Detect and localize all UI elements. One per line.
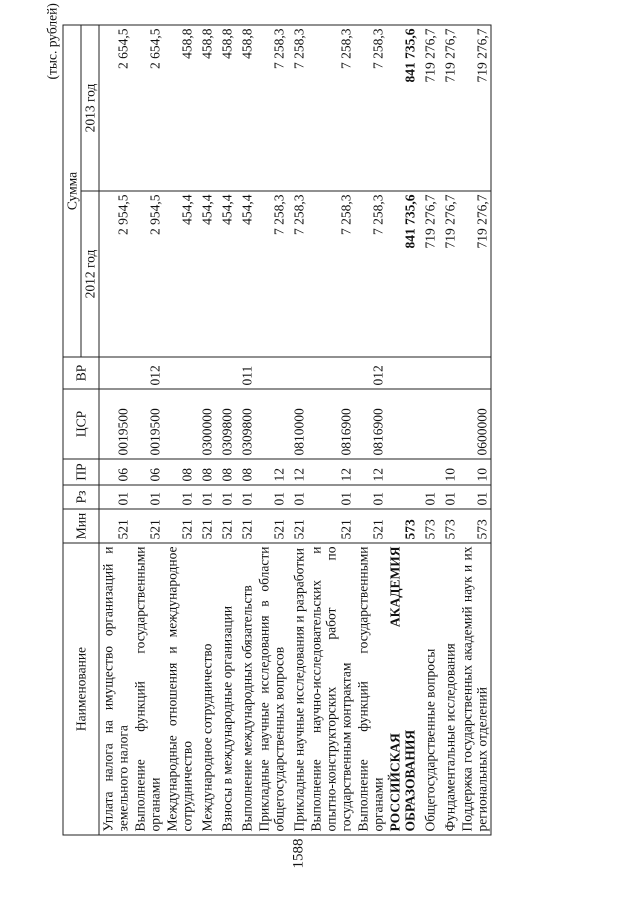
row-vr (438, 357, 458, 389)
row-pr: 10 (438, 459, 458, 485)
row-csr: 0019500 (99, 389, 132, 459)
row-vr: 011 (235, 357, 255, 389)
row-pr: 12 (354, 459, 386, 485)
row-csr: 0810000 (287, 389, 307, 459)
row-rz: 01 (195, 485, 215, 509)
row-rz: 01 (287, 485, 307, 509)
header-pr: ПР (63, 459, 99, 485)
row-sum-2012: 454,4 (235, 191, 255, 357)
row-pr: 06 (131, 459, 163, 485)
table-row (287, 24, 307, 834)
header-sum: Сумма (63, 24, 81, 356)
row-name: Выполнение функций государственными органами (131, 543, 163, 835)
row-vr (195, 357, 215, 389)
row-pr: 08 (195, 459, 215, 485)
row-min: 521 (255, 509, 287, 543)
row-sum-2012: 7 258,3 (354, 191, 386, 357)
row-vr (418, 357, 438, 389)
row-pr: 08 (215, 459, 235, 485)
row-sum-2013: 2 654,5 (99, 24, 132, 190)
row-min: 521 (307, 509, 354, 543)
row-rz: 01 (354, 485, 386, 509)
row-min: 573 (458, 509, 491, 543)
row-sum-2013: 2 654,5 (131, 24, 163, 190)
row-sum-2012: 841 735,6 (386, 191, 418, 357)
table-row (163, 24, 195, 834)
row-sum-2013: 458,8 (163, 24, 195, 190)
row-csr: 0600000 (458, 389, 491, 459)
row-csr: 0309800 (215, 389, 235, 459)
table-row (354, 24, 386, 834)
row-pr (386, 459, 418, 485)
row-pr: 10 (458, 459, 491, 485)
row-csr (418, 389, 438, 459)
row-vr: 012 (354, 357, 386, 389)
row-sum-2013: 841 735,6 (386, 24, 418, 190)
row-sum-2012: 2 954,5 (99, 191, 132, 357)
row-pr: 08 (163, 459, 195, 485)
row-name: Общегосударственные вопросы (418, 543, 438, 835)
header-rz: Рз (63, 485, 99, 509)
header-min: Мин (63, 509, 99, 543)
row-pr: 06 (99, 459, 132, 485)
row-pr: 12 (255, 459, 287, 485)
header-2013: 2013 год (81, 24, 99, 190)
table-row (215, 24, 235, 834)
table-row (386, 24, 418, 834)
row-name: Взносы в международные организации (215, 543, 235, 835)
row-name: Уплата налога на имущество организаций и земельного налога (99, 543, 132, 835)
row-rz (386, 485, 418, 509)
row-sum-2013: 458,8 (235, 24, 255, 190)
row-sum-2012: 454,4 (215, 191, 235, 357)
row-vr (215, 357, 235, 389)
row-sum-2012: 719 276,7 (458, 191, 491, 357)
row-pr (418, 459, 438, 485)
row-csr: 0816900 (354, 389, 386, 459)
row-rz: 01 (307, 485, 354, 509)
row-min: 521 (235, 509, 255, 543)
row-sum-2012: 454,4 (163, 191, 195, 357)
row-rz: 01 (163, 485, 195, 509)
row-sum-2013: 7 258,3 (354, 24, 386, 190)
units-label: (тыс. рублей) (44, 2, 59, 79)
row-min: 521 (131, 509, 163, 543)
row-name: Фундаментальные исследования (438, 543, 458, 835)
row-vr: 012 (131, 357, 163, 389)
row-min: 573 (418, 509, 438, 543)
row-name: Прикладные научные исследования в области общегосударственных вопросов (255, 543, 287, 835)
row-rz: 01 (99, 485, 132, 509)
row-sum-2013: 7 258,3 (255, 24, 287, 190)
row-sum-2013: 458,8 (195, 24, 215, 190)
row-sum-2012: 719 276,7 (418, 191, 438, 357)
page-number: 1588 (290, 838, 306, 868)
row-rz: 01 (418, 485, 438, 509)
table-row (131, 24, 163, 834)
row-name: Выполнение функций государственными органами (354, 543, 386, 835)
row-sum-2012: 7 258,3 (255, 191, 287, 357)
row-pr: 12 (307, 459, 354, 485)
row-min: 521 (195, 509, 215, 543)
table-row (195, 24, 215, 834)
row-min: 521 (215, 509, 235, 543)
row-name: РОССИЙСКАЯ АКАДЕМИЯ ОБРАЗОВАНИЯ (386, 543, 418, 835)
row-sum-2013: 719 276,7 (418, 24, 438, 190)
row-rz: 01 (235, 485, 255, 509)
row-name: Выполнение международных обязательств (235, 543, 255, 835)
row-vr (99, 357, 132, 389)
row-rz: 01 (131, 485, 163, 509)
row-sum-2012: 454,4 (195, 191, 215, 357)
row-name: Выполнение научно-исследовательских и опытно-конструкторских работ по государственным контрактам (307, 543, 354, 835)
row-vr (386, 357, 418, 389)
row-sum-2013: 458,8 (215, 24, 235, 190)
row-sum-2012: 719 276,7 (438, 191, 458, 357)
table-row (99, 24, 132, 834)
row-min: 521 (163, 509, 195, 543)
row-csr: 0019500 (131, 389, 163, 459)
row-min: 573 (386, 509, 418, 543)
row-csr (163, 389, 195, 459)
row-sum-2013: 719 276,7 (438, 24, 458, 190)
row-sum-2012: 7 258,3 (287, 191, 307, 357)
row-pr: 08 (235, 459, 255, 485)
row-rz: 01 (458, 485, 491, 509)
row-sum-2013: 719 276,7 (458, 24, 491, 190)
table-row (458, 24, 491, 834)
row-csr: 0816900 (307, 389, 354, 459)
header-name: Наименование (63, 543, 99, 835)
row-rz: 01 (215, 485, 235, 509)
row-csr: 0300000 (195, 389, 215, 459)
row-csr (438, 389, 458, 459)
row-name: Международное сотрудничество (195, 543, 215, 835)
table-row (418, 24, 438, 834)
row-vr (163, 357, 195, 389)
budget-table (62, 24, 491, 835)
row-min: 521 (99, 509, 132, 543)
row-min: 521 (287, 509, 307, 543)
row-name: Международные отношения и международное сотрудничество (163, 543, 195, 835)
row-min: 521 (354, 509, 386, 543)
table-row (307, 24, 354, 834)
row-pr: 12 (287, 459, 307, 485)
table-body (99, 24, 491, 834)
row-rz: 01 (255, 485, 287, 509)
row-csr: 0309800 (235, 389, 255, 459)
row-csr (386, 389, 418, 459)
row-sum-2013: 7 258,3 (307, 24, 354, 190)
row-vr (307, 357, 354, 389)
row-sum-2012: 2 954,5 (131, 191, 163, 357)
row-name: Прикладные научные исследования и разработки (287, 543, 307, 835)
header-2012: 2012 год (81, 191, 99, 357)
row-csr (255, 389, 287, 459)
row-vr (255, 357, 287, 389)
row-sum-2013: 7 258,3 (287, 24, 307, 190)
row-min: 573 (438, 509, 458, 543)
table-row (235, 24, 255, 834)
header-csr: ЦСР (63, 389, 99, 459)
row-rz: 01 (438, 485, 458, 509)
row-name: Поддержка государственных академий наук и их региональных отделений (458, 543, 491, 835)
row-vr (458, 357, 491, 389)
header-vr: ВР (63, 357, 99, 389)
row-vr (287, 357, 307, 389)
table-row (438, 24, 458, 834)
table-row (255, 24, 287, 834)
row-sum-2012: 7 258,3 (307, 191, 354, 357)
